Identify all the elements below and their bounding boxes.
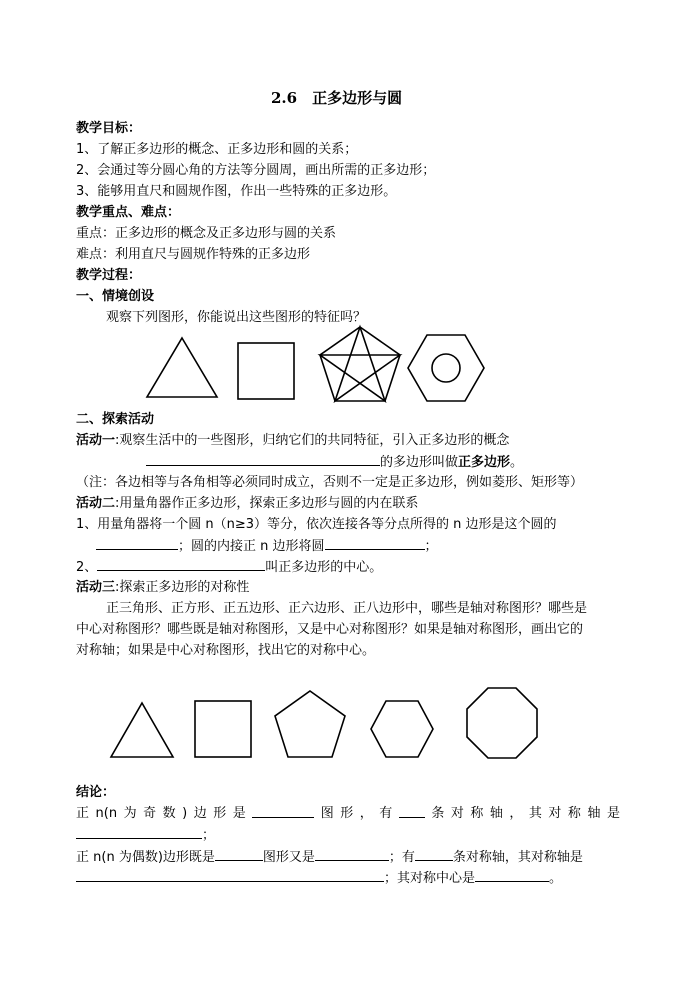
odd-text: 称 (567, 806, 581, 821)
answer-blank[interactable] (399, 804, 425, 818)
even-text: ；有 (388, 850, 415, 865)
definition-text: 的多边形叫做 (380, 455, 459, 470)
answer-blank[interactable] (252, 804, 314, 818)
item1-end-text: ； (424, 539, 438, 554)
answer-blank[interactable] (215, 847, 263, 861)
activity1-definition-line (146, 452, 523, 473)
conclusion-even-line (76, 847, 583, 868)
odd-text: 图 (320, 806, 334, 821)
even-text: 。 (549, 871, 563, 886)
item2-prefix: 2、 (76, 560, 98, 575)
odd-text: 边 (193, 806, 207, 821)
octagon-icon (466, 687, 538, 759)
square-icon (194, 700, 252, 758)
goal-item: 1、了解正多边形的概念、正多边形和圆的关系； (76, 142, 358, 157)
odd-text: 有 (379, 806, 393, 821)
even-text: 正 n(n 为偶数)边形既是 (76, 850, 215, 865)
odd-text: 其 (528, 806, 542, 821)
item1-mid-text: ；圆的内接正 n 边形将圆 (178, 539, 325, 554)
pentagon-icon (274, 690, 346, 758)
odd-text: 是 (606, 806, 620, 821)
goals-heading: 教学目标： (76, 121, 142, 136)
activity3-label: 活动三 (76, 580, 116, 595)
odd-text: 正 (76, 806, 90, 821)
goal-item: 3、能够用直尺和圆规作图，作出一些特殊的正多边形。 (76, 184, 397, 199)
section1-prompt: 观察下列图形，你能说出这些图形的特征吗？ (106, 310, 367, 325)
answer-blank[interactable] (97, 557, 265, 571)
activity1-line (76, 431, 509, 451)
key-point-text: 重点：正多边形的概念及正多边形与圆的关系 (76, 226, 337, 241)
difficulty-text: 难点：利用直尺与圆规作特殊的正多边形 (76, 247, 311, 262)
key-points-heading: 教学重点、难点： (76, 205, 181, 220)
item2-suffix: 叫正多边形的中心。 (265, 560, 383, 575)
activity2-text: :用量角器作正多边形，探索正多边形与圆的内在联系 (115, 496, 419, 511)
odd-text: 数 (162, 806, 176, 821)
odd-text: ) (182, 806, 188, 821)
odd-text: 为 (123, 806, 137, 821)
page-title: 2.6 正多边形与圆 (271, 89, 403, 107)
answer-blank[interactable] (76, 825, 202, 839)
answer-blank[interactable] (325, 536, 425, 550)
triangle-icon (110, 702, 174, 758)
conclusion-odd-line (76, 804, 620, 824)
odd-text: 轴 (587, 806, 601, 821)
pentagram-in-pentagon-icon (318, 326, 402, 402)
section2-heading: 二、探索活动 (76, 412, 155, 427)
hexagon-icon (370, 700, 434, 758)
odd-text: 是 (232, 806, 246, 821)
answer-blank[interactable] (475, 868, 549, 882)
odd-text: ， (509, 806, 523, 821)
definition-end: 。 (510, 455, 524, 470)
goal-item: 2、会通过等分圆心角的方法等分圆周，画出所需的正多边形； (76, 163, 436, 178)
odd-text: 称 (470, 806, 484, 821)
odd-text: n(n (95, 806, 118, 821)
activity2-line (76, 494, 418, 514)
odd-text: 形 (340, 806, 354, 821)
activity2-item2 (76, 557, 382, 578)
process-heading: 教学过程： (76, 268, 142, 283)
activity3-paragraph: 对称轴；如果是中心对称图形，找出它的对称中心。 (76, 643, 376, 658)
even-text: 条对称轴，其对称轴是 (452, 850, 583, 865)
conclusion-heading: 结论： (76, 785, 116, 800)
conclusion-odd-cont (76, 825, 215, 846)
conclusion-even-cont (76, 868, 562, 889)
activity3-line (76, 578, 249, 598)
activity3-text: :探索正多边形的对称性 (115, 580, 250, 595)
square-icon (237, 342, 295, 400)
hexagon-with-circle-icon (407, 334, 485, 402)
activity1-text: :观察生活中的一些图形，归纳它们的共同特征，引入正多边形的概念 (115, 433, 510, 448)
odd-text: 轴 (489, 806, 503, 821)
triangle-icon (146, 337, 218, 399)
section1-heading: 一、情境创设 (76, 289, 155, 304)
answer-blank[interactable] (146, 452, 380, 466)
odd-text: 对 (548, 806, 562, 821)
answer-blank[interactable] (415, 847, 453, 861)
activity1-note: （注：各边相等与各角相等必须同时成立，否则不一定是正多边形，例如菱形、矩形等） (76, 475, 584, 490)
answer-blank[interactable] (315, 847, 389, 861)
odd-text: ， (359, 806, 373, 821)
odd-text: 形 (213, 806, 227, 821)
even-text: ；其对称中心是 (384, 871, 476, 886)
activity3-paragraph: 中心对称图形？哪些既是轴对称图形，又是中心对称图形？如果是轴对称图形，画出它的 (76, 622, 584, 637)
definition-term: 正多边形 (458, 455, 511, 470)
answer-blank[interactable] (76, 868, 384, 882)
odd-end: ； (202, 828, 216, 843)
odd-text: 对 (450, 806, 464, 821)
answer-blank[interactable] (96, 536, 178, 550)
activity3-paragraph: 正三角形、正方形、正五边形、正六边形、正八边形中，哪些是轴对称图形？哪些是 (106, 601, 588, 616)
activity2-item1-cont (96, 536, 438, 557)
odd-text: 条 (431, 806, 445, 821)
odd-text: 奇 (143, 806, 157, 821)
activity2-item1: 1、用量角器将一个圆 n（n≥3）等分，依次连接各等分点所得的 n 边形是这个圆的 (76, 517, 557, 532)
activity1-label: 活动一 (76, 433, 116, 448)
activity2-label: 活动二 (76, 496, 116, 511)
even-text: 图形又是 (262, 850, 315, 865)
